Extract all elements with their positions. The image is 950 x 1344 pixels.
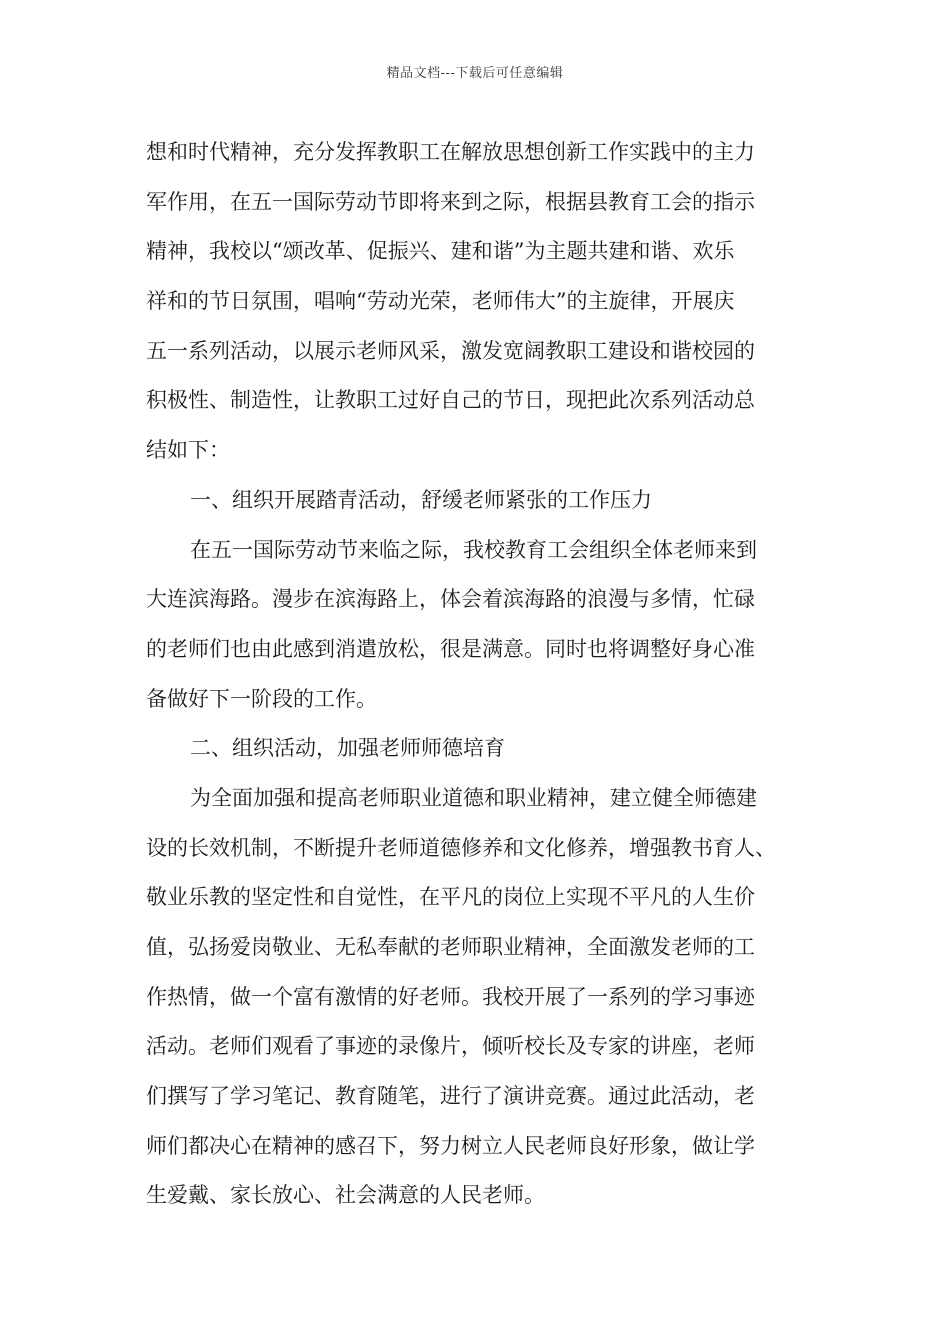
text-line: 军作用，在五一国际劳动节即将来到之际，根据县教育工会的指示 xyxy=(146,189,755,214)
document-body xyxy=(146,128,810,1221)
text-line: 备做好下一阶段的工作。 xyxy=(146,686,377,711)
text-line: 值，弘扬爱岗敬业、无私奉献的老师职业精神，全面激发老师的工 xyxy=(146,935,755,959)
text-line: 积极性、制造性，让教职工过好自己的节日，现把此次系列活动总 xyxy=(146,388,755,413)
text-line: 精神，我校以“颂改革、促振兴、建和谐”为主题共建和谐、欢乐 xyxy=(146,239,735,264)
text-line: 生爱戴、家长放心、社会满意的人民老师。 xyxy=(146,1183,545,1208)
text-line: 活动。老师们观看了事迹的录像片，倾听校长及专家的讲座，老师 xyxy=(146,1034,755,1059)
text-line: 五一系列活动，以展示老师风采，激发宽阔教职工建设和谐校园的 xyxy=(146,338,755,363)
page-header: 精品文档---下载后可任意编辑 xyxy=(386,66,564,81)
text-line: 为全面加强和提高老师职业道德和职业精神，建立健全师德建 xyxy=(190,785,757,810)
text-line: 大连滨海路。漫步在滨海路上，体会着滨海路的浪漫与多情，忙碌 xyxy=(146,587,755,612)
text-line: 想和时代精神，充分发挥教职工在解放思想创新工作实践中的主力 xyxy=(146,140,755,164)
text-line: 在五一国际劳动节来临之际，我校教育工会组织全体老师来到 xyxy=(190,537,757,562)
text-line: 祥和的节日氛围，唱响“劳动光荣，老师伟大”的主旋律，开展庆 xyxy=(146,289,735,314)
text-line: 师们都决心在精神的感召下，努力树立人民老师良好形象，做让学 xyxy=(146,1133,755,1158)
text-line: 设的长效机制，不断提升老师道德修养和文化修养，增强教书育人、 xyxy=(146,835,776,860)
text-line: 结如下： xyxy=(146,438,230,463)
section-heading-2: 二、组织活动，加强老师师德培育 xyxy=(190,736,505,761)
text-line: 的老师们也由此感到消遣放松，很是满意。同时也将调整好身心准 xyxy=(146,636,755,661)
text-line: 作热情，做一个富有激情的好老师。我校开展了一系列的学习事迹 xyxy=(146,984,755,1009)
text-line: 敬业乐教的坚定性和自觉性，在平凡的岗位上实现不平凡的人生价 xyxy=(146,885,755,910)
section-heading-1: 一、组织开展踏青活动，舒缓老师紧张的工作压力 xyxy=(190,487,652,512)
text-line: 们撰写了学习笔记、教育随笔，进行了演讲竞赛。通过此活动，老 xyxy=(146,1084,755,1109)
